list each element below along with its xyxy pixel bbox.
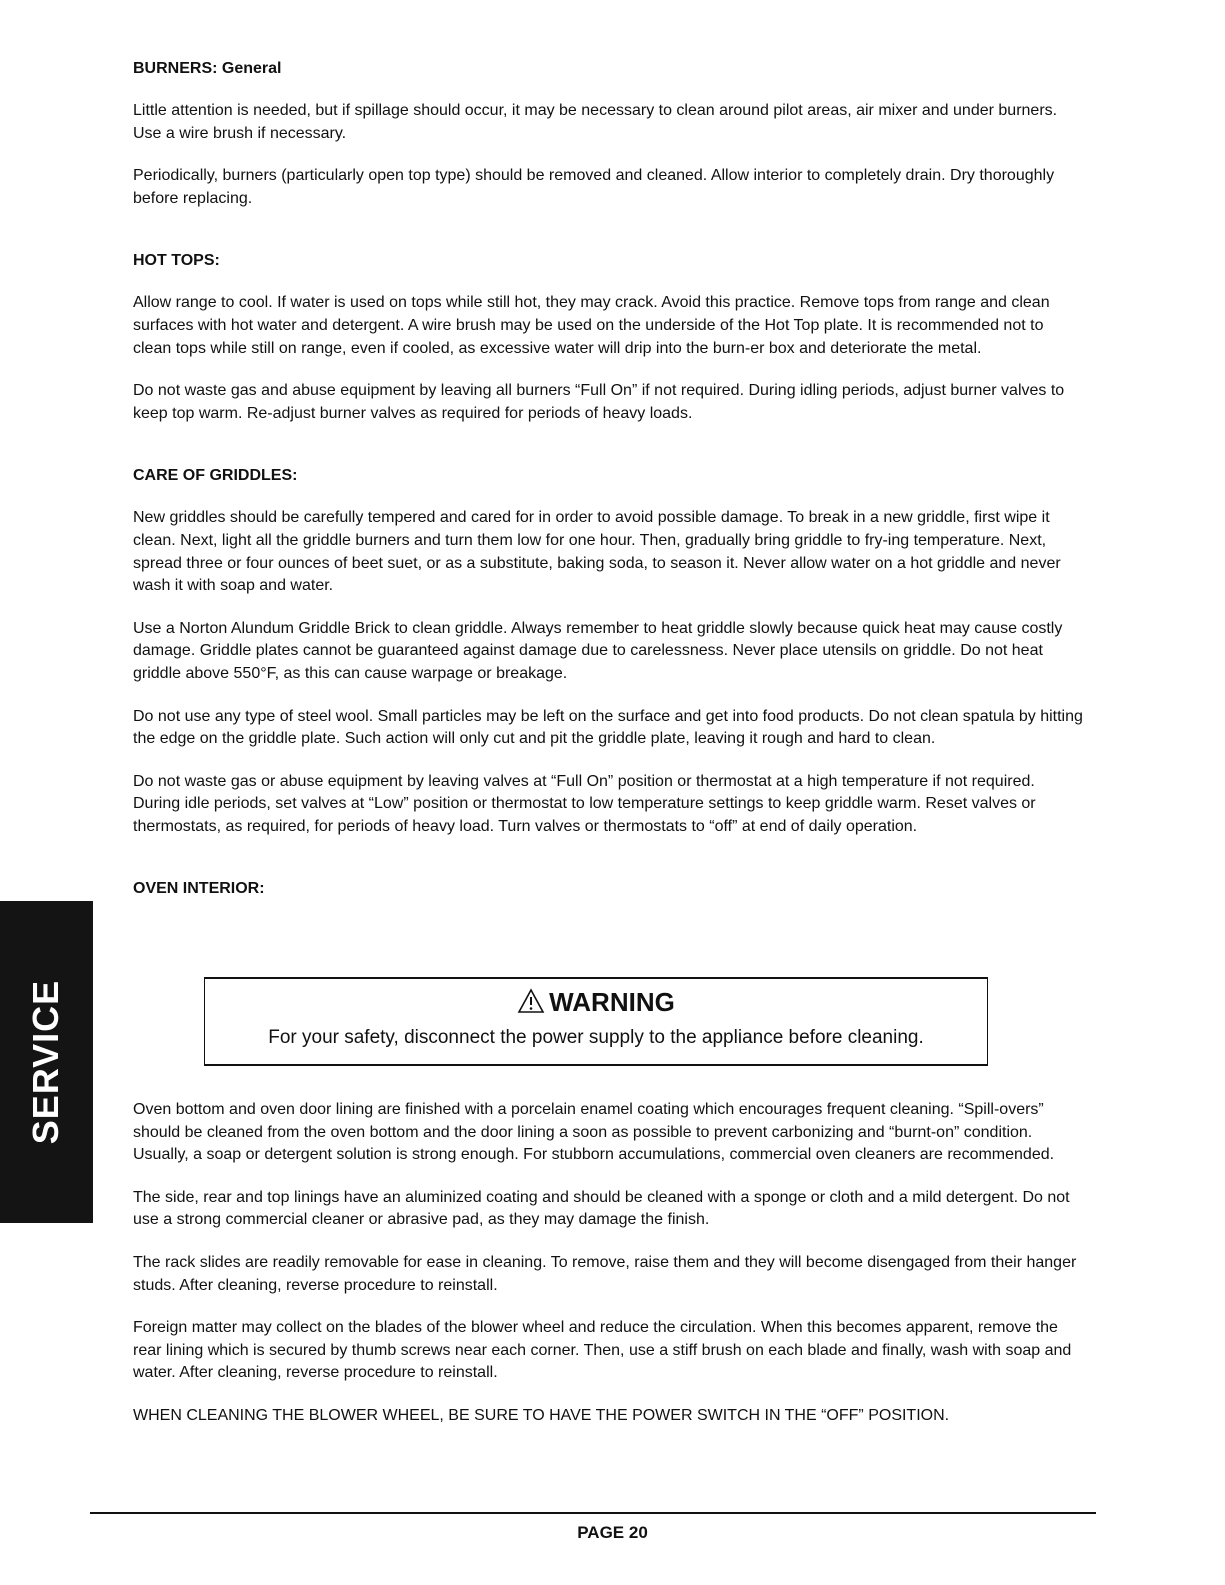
oven-paragraph-4: Foreign matter may collect on the blades of the blower wheel and reduce the circulation. When this becomes apparent, remove the rear lining which is secured by thumb screws near each corner. Then, use a stiff brush on each blade and finally, wash with soap and water. After cleaning, reverse procedure to reinstall.: [133, 1319, 1072, 1382]
oven-paragraph-5: WHEN CLEANING THE BLOWER WHEEL, BE SURE TO HAVE THE POWER SWITCH IN THE “OFF” POSITION.: [133, 1406, 950, 1424]
footer-rule: [90, 1512, 1096, 1514]
side-tab: [0, 901, 93, 1223]
hot-tops-paragraph-2: Do not waste gas and abuse equipment by leaving all burners “Full On” if not required. During idling periods, adjust burner valves to keep top warm. Re-adjust burner valves as required for periods of heavy loads.: [133, 382, 1065, 422]
griddles-paragraph-4: Do not waste gas or abuse equipment by leaving valves at “Full On” position or thermostat at a high temperature if not required. During idle periods, set valves at “Low” position or thermostat to low temperature settings to keep griddle warm. Reset valves or thermostats, as required, for periods of heavy load. Turn valves or thermostats to “off” at end of daily operation.: [133, 772, 1036, 835]
warning-title: [205, 987, 987, 1020]
warning-title-text: WARNING: [549, 987, 675, 1017]
griddles-paragraph-2: Use a Norton Alundum Griddle Brick to clean griddle. Always remember to heat griddle slowly because quick heat may cause costly damage. Griddle plates cannot be guaranteed against damage due to carelessness. Never place utensils on griddle. Do not heat griddle above 550°F, as this can cause warpage or breakage.: [133, 619, 1063, 682]
warning-triangle-icon: [517, 988, 545, 1020]
griddles-paragraph-3: Do not use any type of steel wool. Small particles may be left on the surface and get into food products. Do not clean spatula by hitting the edge on the griddle plate. Such action will only cut and pit the griddle plate, leaving it rough and hard to clean.: [133, 707, 1083, 748]
hot-tops-heading: HOT TOPS:: [133, 252, 220, 270]
oven-paragraph-3: The rack slides are readily removable for ease in cleaning. To remove, raise them and they will become disengaged from their hanger studs. After cleaning, reverse procedure to reinstall.: [133, 1253, 1077, 1294]
warning-box: [204, 977, 988, 1066]
burners-paragraph-1: Little attention is needed, but if spillage should occur, it may be necessary to clean around pilot areas, air mixer and under burners. Use a wire brush if necessary.: [133, 102, 1058, 142]
griddles-paragraph-1: New griddles should be carefully tempered and cared for in order to avoid possible damage. To break in a new griddle, first wipe it clean. Next, light all the griddle burners and turn them low for one hour. Then, gradually bring griddle to fry-ing temperature. Next, spread three or four ounces of beet suet, or as a substitute, baking soda, to season it. Never allow water on a hot griddle and never wash it with soap and water.: [133, 509, 1061, 595]
side-tab-label: SERVICE: [25, 979, 66, 1145]
oven-paragraph-2: The side, rear and top linings have an aluminized coating and should be cleaned with a sponge or cloth and a mild detergent. Do not use a strong commercial cleaner or abrasive pad, as they may damage the finish.: [133, 1188, 1070, 1229]
burners-heading: BURNERS: General: [133, 60, 282, 77]
griddles-heading: CARE OF GRIDDLES:: [133, 467, 298, 485]
oven-content: [133, 1099, 1083, 1428]
page-content: [133, 58, 1083, 900]
oven-paragraph-1: Oven bottom and oven door lining are finished with a porcelain enamel coating which encourages frequent cleaning. “Spill-overs” should be cleaned from the oven bottom and the door lining a soon as possible to prevent carbonizing and “burnt-on” condition. Usually, a soap or detergent solution is strong enough. For stubborn accumulations, commercial oven cleaners are recommended.: [133, 1101, 1055, 1164]
oven-interior-heading: OVEN INTERIOR:: [133, 880, 265, 898]
hot-tops-paragraph-1: Allow range to cool. If water is used on tops while still hot, they may crack. Avoid this practice. Remove tops from range and clean surfaces with hot water and detergent. A wire brush may be used on the underside of the Hot Top plate. It is recommended not to clean tops while still on range, even if cooled, as excessive water will drip into the burn-er box and deteriorate the metal.: [133, 294, 1050, 357]
page-number: PAGE 20: [577, 1523, 648, 1542]
burners-paragraph-2: Periodically, burners (particularly open top type) should be removed and cleaned. Allow interior to completely drain. Dry thoroughly before replacing.: [133, 167, 1055, 207]
warning-text: For your safety, disconnect the power supply to the appliance before cleaning.: [268, 1027, 924, 1048]
